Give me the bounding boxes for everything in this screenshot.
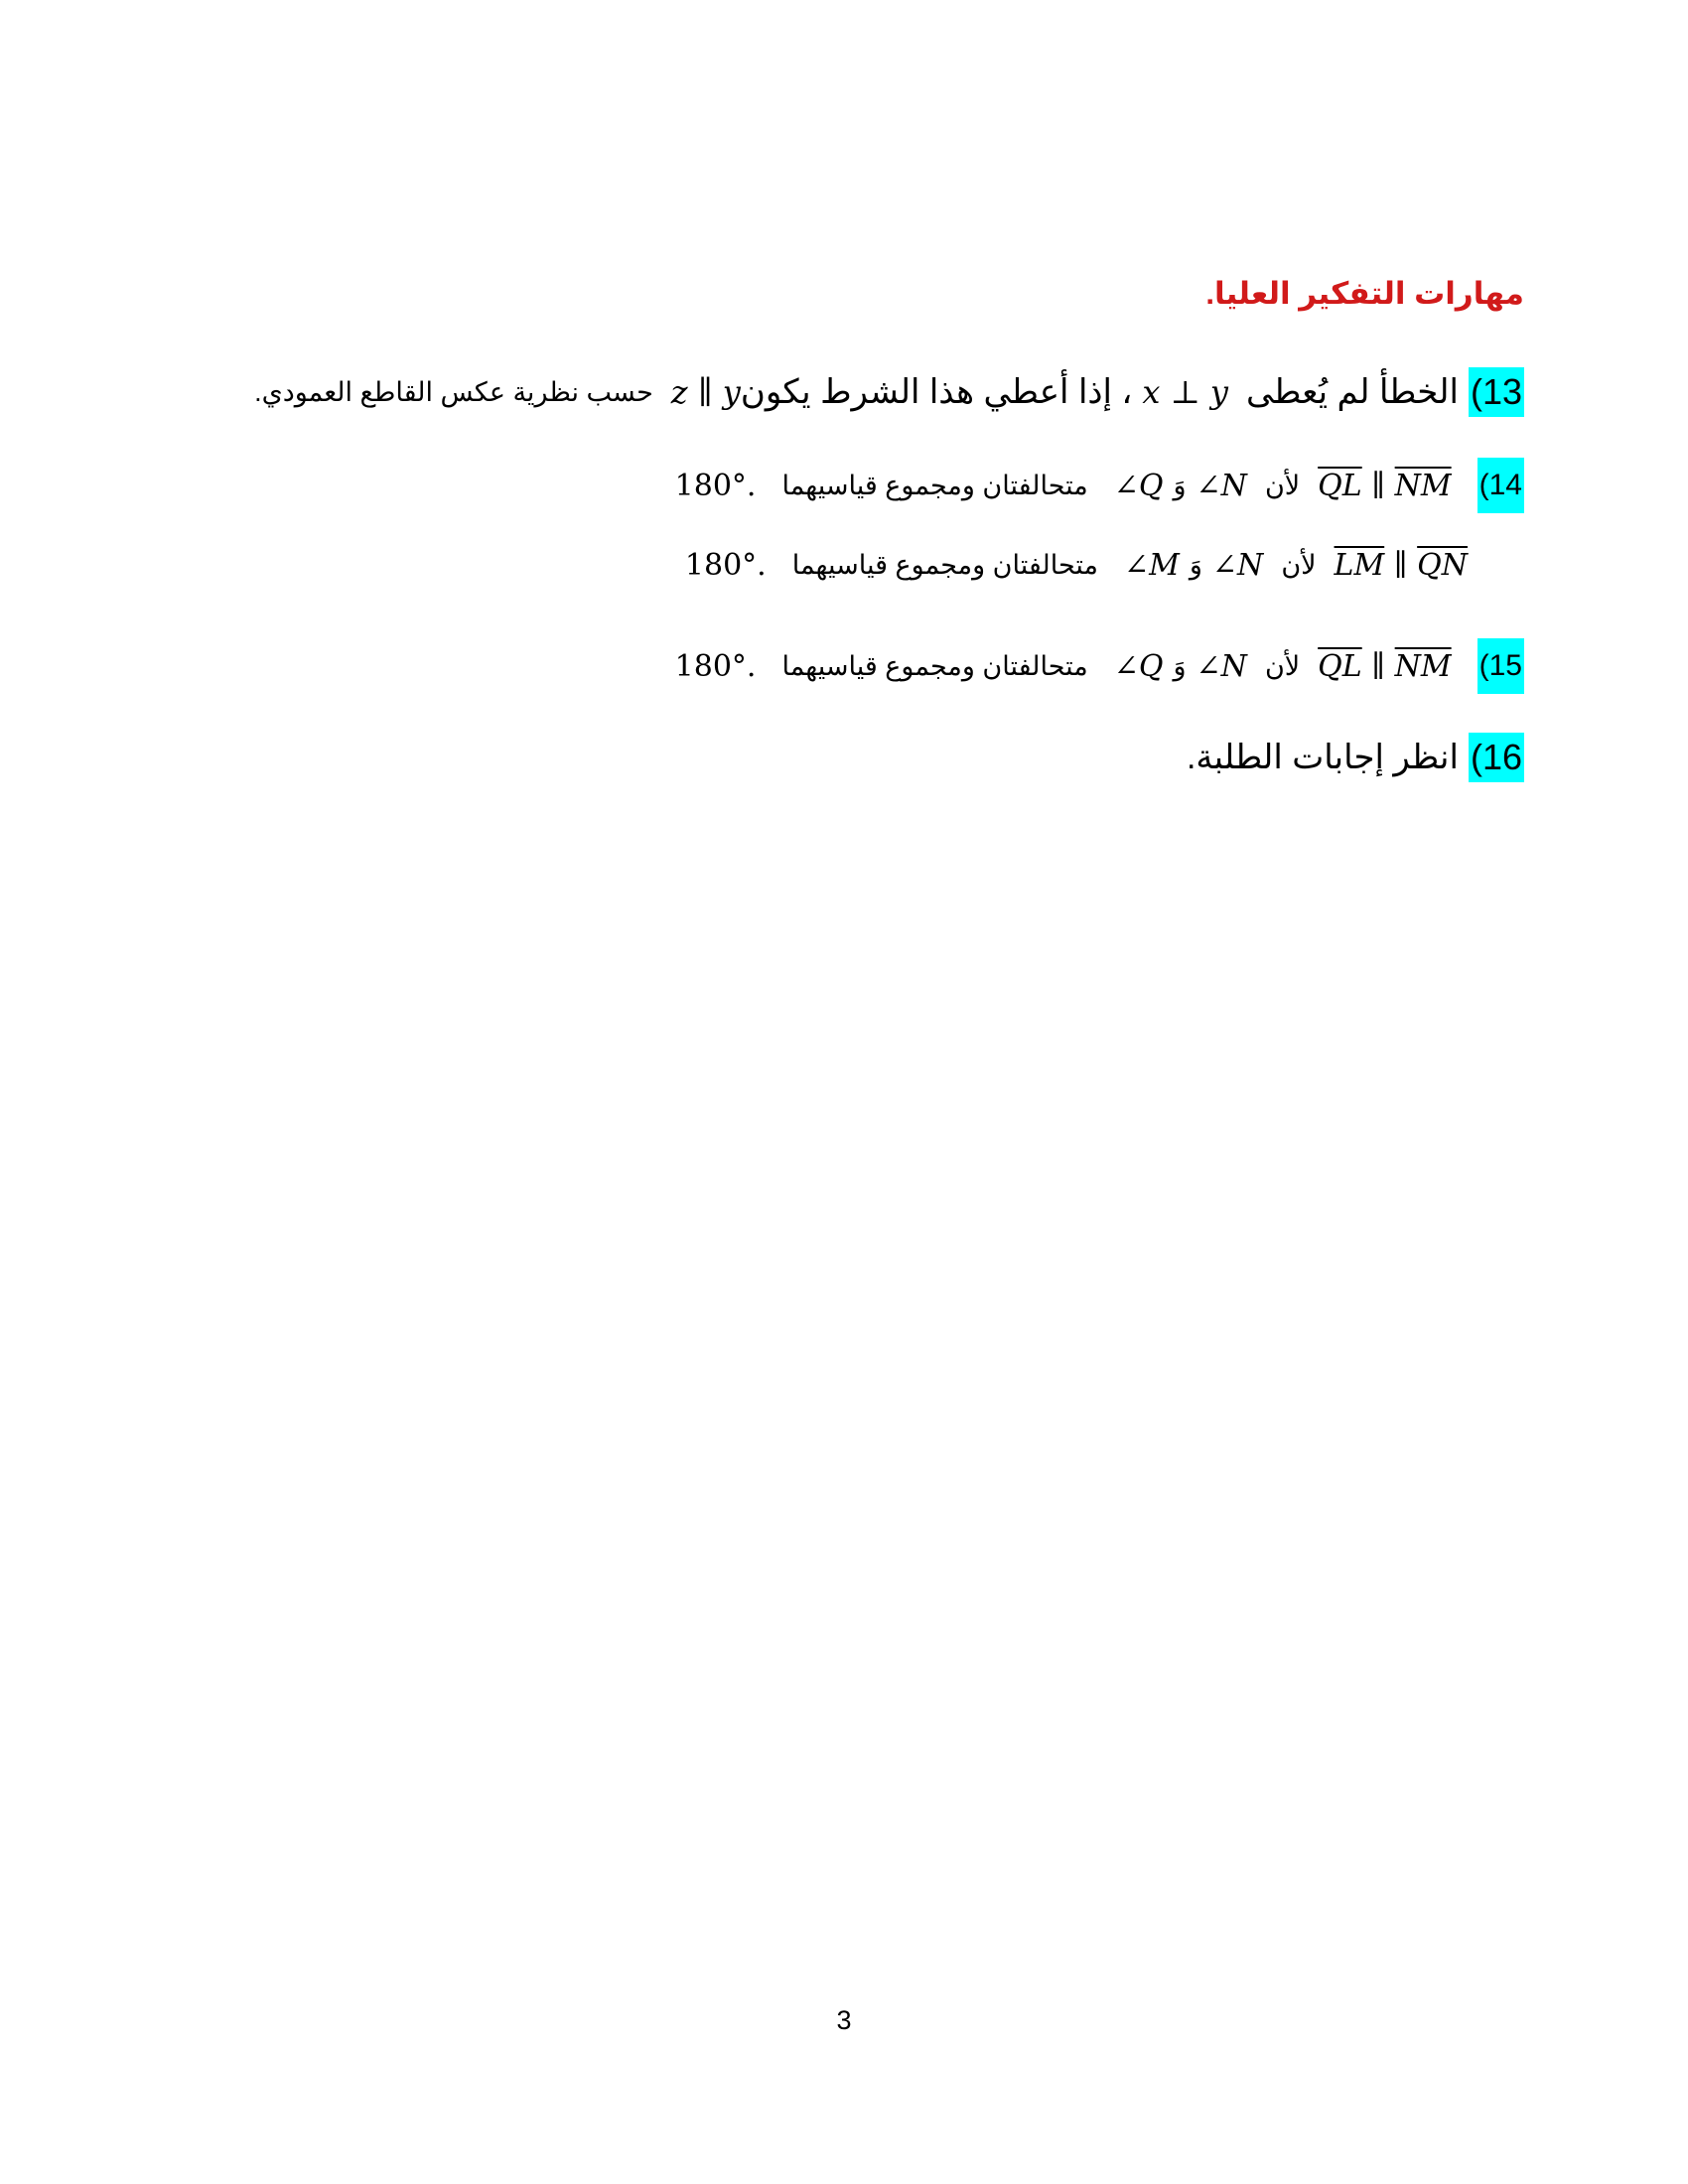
answer-number-14: 14) — [1477, 458, 1524, 513]
because-word: لأن — [1281, 550, 1317, 580]
consecutive-angles-text: متحالفتان ومجموع قياسيهما — [781, 470, 1088, 500]
angle-n: ∠N — [1196, 468, 1247, 503]
segment-lm: $\overline{LM}$ — [1334, 548, 1385, 583]
segment-qn: $\overline{QN}$ — [1417, 548, 1468, 583]
because-word: لأن — [1264, 650, 1301, 681]
angle-sum-value: 180°. — [674, 468, 757, 503]
answer-13-text-3: حسب نظرية عكس القاطع العمودي. — [254, 376, 653, 407]
answer-14-math-statement-2 — [1335, 548, 1468, 583]
answer-13 — [254, 367, 1524, 417]
consecutive-angles-text: متحالفتان ومجموع قياسيهما — [781, 650, 1088, 681]
angle-n: ∠N — [1211, 548, 1264, 583]
answer-13-text-1: الخطأ لم يُعطى — [1245, 373, 1459, 411]
and-word: وَ — [1173, 470, 1187, 500]
answer-15 — [675, 638, 1524, 694]
answer-13-math-2: z ∥ y — [670, 373, 741, 411]
consecutive-angles-text: متحالفتان ومجموع قياسيهما — [791, 550, 1099, 580]
answer-13-math-1: x ⊥ y — [1142, 373, 1228, 411]
angle-q: ∠Q — [1113, 648, 1164, 684]
angle-n: ∠N — [1196, 648, 1247, 684]
and-word: وَ — [1189, 550, 1202, 580]
angle-sum-value: 180°. — [674, 648, 757, 684]
answer-number-15: 15) — [1477, 638, 1524, 694]
answer-16-text: انظر إجابات الطلبة. — [1186, 739, 1459, 776]
segment-ql: $\overline{QL}$ — [1318, 648, 1362, 684]
because-word: لأن — [1264, 470, 1301, 500]
answer-number-16: 16) — [1469, 733, 1524, 782]
parallel-symbol: ∥ — [1371, 468, 1386, 503]
segment-ql: $\overline{QL}$ — [1318, 468, 1362, 503]
and-word: وَ — [1173, 650, 1187, 681]
angle-m: ∠M — [1124, 548, 1180, 583]
angle-sum-value: 180°. — [684, 548, 767, 583]
segment-nm: $\overline{NM}$ — [1394, 648, 1452, 684]
answer-15-math-statement — [1318, 649, 1451, 684]
segment-nm: $\overline{NM}$ — [1394, 468, 1452, 503]
answer-14-math-statement — [1318, 469, 1451, 503]
angle-q: ∠Q — [1113, 468, 1164, 503]
answer-14-line-1 — [675, 458, 1524, 513]
answer-number-13: 13) — [1469, 367, 1524, 417]
parallel-symbol: ∥ — [1371, 648, 1386, 684]
answer-13-text-2: ، إذا أعطي هذا الشرط يكون — [740, 373, 1133, 411]
answer-16 — [1187, 733, 1524, 782]
answer-14-line-2 — [685, 548, 1468, 583]
page-number: 3 — [836, 2005, 852, 2035]
section-heading: مهارات التفكير العليا. — [1205, 276, 1524, 311]
parallel-symbol: ∥ — [1393, 548, 1408, 583]
